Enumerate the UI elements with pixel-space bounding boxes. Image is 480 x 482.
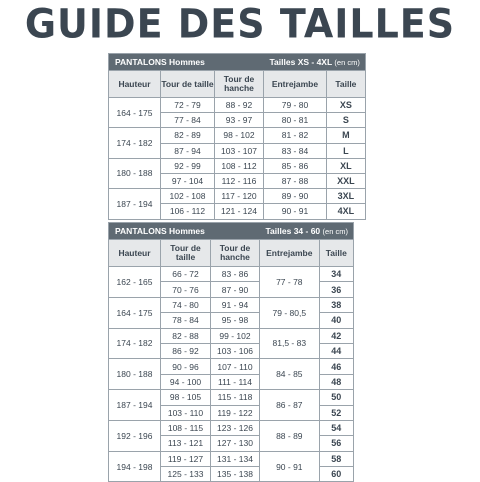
header-tour-de-hanche: Tour de hanche — [211, 240, 260, 267]
cell-taille: 40 — [319, 313, 353, 328]
table-row — [109, 390, 354, 405]
size-table-34-60 — [108, 222, 354, 482]
cell-taille: 42 — [319, 328, 353, 343]
cell-taille: 46 — [319, 359, 353, 374]
cell-entrejambe: 79 - 80,5 — [260, 297, 320, 328]
table-row — [109, 267, 354, 282]
cell-tour-de-hanche: 103 - 107 — [215, 143, 264, 158]
table-row — [109, 297, 354, 312]
cell-tour-de-taille: 87 - 94 — [161, 143, 215, 158]
cell-tour-de-hanche: 123 - 126 — [211, 420, 260, 435]
cell-entrejambe: 84 - 85 — [260, 359, 320, 390]
cell-tour-de-taille: 97 - 104 — [161, 173, 215, 188]
table-row — [109, 189, 366, 204]
cell-hauteur: 180 - 188 — [109, 359, 161, 390]
cell-tour-de-taille: 72 - 79 — [161, 98, 215, 113]
cell-tour-de-hanche: 112 - 116 — [215, 173, 264, 188]
cell-entrejambe: 90 - 91 — [264, 204, 327, 219]
cell-hauteur: 192 - 196 — [109, 420, 161, 451]
cell-tour-de-taille: 108 - 115 — [161, 420, 211, 435]
cell-taille: 50 — [319, 390, 353, 405]
cell-taille: XXL — [326, 173, 365, 188]
cell-tour-de-taille: 82 - 88 — [161, 328, 211, 343]
cell-tour-de-hanche: 107 - 110 — [211, 359, 260, 374]
cell-tour-de-taille: 98 - 105 — [161, 390, 211, 405]
cell-entrejambe: 77 - 78 — [260, 267, 320, 298]
header-tour-de-taille: Tour de taille — [161, 240, 211, 267]
header-row — [109, 71, 366, 98]
cell-tour-de-hanche: 121 - 124 — [215, 204, 264, 219]
cell-taille: 60 — [319, 467, 353, 482]
cell-entrejambe: 89 - 90 — [264, 189, 327, 204]
cell-tour-de-taille: 119 - 127 — [161, 451, 211, 466]
table-row — [109, 158, 366, 173]
cell-tour-de-taille: 78 - 84 — [161, 313, 211, 328]
cell-taille: XL — [326, 158, 365, 173]
cell-taille: XS — [326, 98, 365, 113]
table-caption-left: PANTALONS Hommes — [109, 54, 264, 71]
cell-tour-de-taille: 90 - 96 — [161, 359, 211, 374]
caption-unit: (en cm) — [322, 227, 348, 236]
table-row — [109, 359, 354, 374]
cell-taille: S — [326, 113, 365, 128]
cell-tour-de-hanche: 111 - 114 — [211, 374, 260, 389]
cell-taille: L — [326, 143, 365, 158]
cell-hauteur: 180 - 188 — [109, 158, 161, 188]
cell-tour-de-taille: 102 - 108 — [161, 189, 215, 204]
table-caption-right — [260, 223, 354, 240]
cell-taille: 58 — [319, 451, 353, 466]
cell-taille: 56 — [319, 436, 353, 451]
cell-taille: 48 — [319, 374, 353, 389]
cell-tour-de-hanche: 127 - 130 — [211, 436, 260, 451]
header-tour-de-hanche: Tour de hanche — [215, 71, 264, 98]
cell-entrejambe: 83 - 84 — [264, 143, 327, 158]
cell-tour-de-hanche: 108 - 112 — [215, 158, 264, 173]
cell-tour-de-hanche: 131 - 134 — [211, 451, 260, 466]
cell-tour-de-hanche: 95 - 98 — [211, 313, 260, 328]
cell-taille: 36 — [319, 282, 353, 297]
cell-tour-de-hanche: 117 - 120 — [215, 189, 264, 204]
cell-taille: 52 — [319, 405, 353, 420]
cell-tour-de-taille: 94 - 100 — [161, 374, 211, 389]
table-row — [109, 420, 354, 435]
table-row — [109, 451, 354, 466]
caption-sizes: Tailles 34 - 60 — [265, 226, 321, 236]
cell-hauteur: 194 - 198 — [109, 451, 161, 482]
cell-entrejambe: 80 - 81 — [264, 113, 327, 128]
cell-hauteur: 164 - 175 — [109, 297, 161, 328]
cell-entrejambe: 90 - 91 — [260, 451, 320, 482]
header-hauteur: Hauteur — [109, 240, 161, 267]
table-caption — [109, 54, 366, 71]
cell-entrejambe: 79 - 80 — [264, 98, 327, 113]
cell-tour-de-taille: 103 - 110 — [161, 405, 211, 420]
table-caption-right — [264, 54, 366, 71]
cell-taille: M — [326, 128, 365, 143]
cell-taille: 34 — [319, 267, 353, 282]
cell-hauteur: 164 - 175 — [109, 98, 161, 128]
header-taille: Taille — [326, 71, 365, 98]
page-title: GUIDE DES TAILLES — [24, 0, 456, 48]
cell-entrejambe: 86 - 87 — [260, 390, 320, 421]
cell-taille: 54 — [319, 420, 353, 435]
cell-tour-de-taille: 92 - 99 — [161, 158, 215, 173]
cell-taille: 4XL — [326, 204, 365, 219]
cell-tour-de-taille: 125 - 133 — [161, 467, 211, 482]
cell-tour-de-hanche: 135 - 138 — [211, 467, 260, 482]
cell-hauteur: 162 - 165 — [109, 267, 161, 298]
cell-tour-de-taille: 113 - 121 — [161, 436, 211, 451]
cell-tour-de-hanche: 103 - 106 — [211, 343, 260, 358]
cell-tour-de-taille: 77 - 84 — [161, 113, 215, 128]
table-caption-left: PANTALONS Hommes — [109, 223, 260, 240]
cell-entrejambe: 88 - 89 — [260, 420, 320, 451]
cell-tour-de-taille: 86 - 92 — [161, 343, 211, 358]
cell-tour-de-hanche: 99 - 102 — [211, 328, 260, 343]
cell-tour-de-hanche: 91 - 94 — [211, 297, 260, 312]
table-row — [109, 128, 366, 143]
table-row — [109, 328, 354, 343]
cell-tour-de-hanche: 88 - 92 — [215, 98, 264, 113]
cell-tour-de-hanche: 93 - 97 — [215, 113, 264, 128]
table-row — [109, 98, 366, 113]
cell-hauteur: 187 - 194 — [109, 390, 161, 421]
size-table-xs-4xl — [108, 53, 366, 220]
cell-tour-de-hanche: 115 - 118 — [211, 390, 260, 405]
cell-tour-de-taille: 66 - 72 — [161, 267, 211, 282]
header-row — [109, 240, 354, 267]
cell-tour-de-hanche: 87 - 90 — [211, 282, 260, 297]
header-entrejambe: Entrejambe — [260, 240, 320, 267]
cell-hauteur: 174 - 182 — [109, 328, 161, 359]
header-tour-de-taille: Tour de taille — [161, 71, 215, 98]
table-body — [109, 267, 354, 482]
cell-entrejambe: 87 - 88 — [264, 173, 327, 188]
table-caption — [109, 223, 354, 240]
cell-taille: 44 — [319, 343, 353, 358]
cell-tour-de-hanche: 119 - 122 — [211, 405, 260, 420]
cell-tour-de-taille: 106 - 112 — [161, 204, 215, 219]
cell-tour-de-taille: 82 - 89 — [161, 128, 215, 143]
header-hauteur: Hauteur — [109, 71, 161, 98]
header-entrejambe: Entrejambe — [264, 71, 327, 98]
cell-entrejambe: 81 - 82 — [264, 128, 327, 143]
caption-unit: (en cm) — [334, 58, 360, 67]
cell-tour-de-hanche: 98 - 102 — [215, 128, 264, 143]
cell-entrejambe: 81,5 - 83 — [260, 328, 320, 359]
cell-tour-de-taille: 70 - 76 — [161, 282, 211, 297]
cell-tour-de-taille: 74 - 80 — [161, 297, 211, 312]
cell-hauteur: 174 - 182 — [109, 128, 161, 158]
cell-hauteur: 187 - 194 — [109, 189, 161, 219]
cell-taille: 38 — [319, 297, 353, 312]
cell-tour-de-hanche: 83 - 86 — [211, 267, 260, 282]
cell-entrejambe: 85 - 86 — [264, 158, 327, 173]
header-taille: Taille — [319, 240, 353, 267]
cell-taille: 3XL — [326, 189, 365, 204]
caption-sizes: Tailles XS - 4XL — [269, 57, 333, 67]
